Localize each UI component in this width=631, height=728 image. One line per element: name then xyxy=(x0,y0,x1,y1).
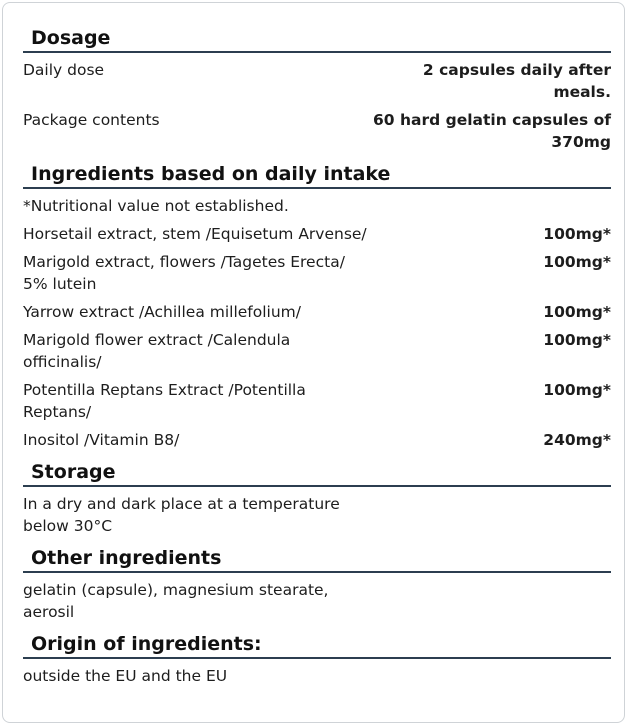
dosage-row xyxy=(23,109,611,153)
ingredient-name: Marigold extract, flowers /Tagetes Erecta/ 5% lutein xyxy=(23,253,345,293)
ingredient-name: Yarrow extract /Achillea millefolium/ xyxy=(23,303,301,321)
ingredient-row xyxy=(23,223,611,245)
ingredient-amount: 240mg* xyxy=(543,431,611,449)
dosage-row xyxy=(23,59,611,103)
ingredients-heading: Ingredients based on daily intake xyxy=(23,159,611,189)
dosage-row-value: 60 hard gelatin capsules of 370mg xyxy=(373,111,611,151)
other-ingredients-text: gelatin (capsule), magnesium stearate, aerosil xyxy=(23,581,329,621)
ingredient-amount: 100mg* xyxy=(543,303,611,321)
ingredient-amount: 100mg* xyxy=(543,331,611,349)
dosage-row-label: Daily dose xyxy=(23,61,105,79)
ingredients-section xyxy=(23,189,611,451)
ingredient-name: Horsetail extract, stem /Equisetum Arvense/ xyxy=(23,225,367,243)
ingredient-row xyxy=(23,379,611,423)
product-info-card xyxy=(2,2,625,723)
other-ingredients-heading: Other ingredients xyxy=(23,543,611,573)
dosage-row-value: 2 capsules daily after meals. xyxy=(422,61,611,101)
ingredient-amount: 100mg* xyxy=(543,253,611,271)
ingredient-amount: 100mg* xyxy=(543,225,611,243)
dosage-section xyxy=(23,53,611,153)
ingredient-row xyxy=(23,429,611,451)
storage-section xyxy=(23,487,611,537)
dosage-heading: Dosage xyxy=(23,23,611,53)
other-ingredients-section xyxy=(23,573,611,623)
ingredient-row xyxy=(23,329,611,373)
ingredient-name: Potentilla Reptans Extract /Potentilla Reptans/ xyxy=(23,381,306,421)
ingredient-row xyxy=(23,251,611,295)
ingredient-name: Marigold flower extract /Calendula officinalis/ xyxy=(23,331,291,371)
ingredient-row xyxy=(23,301,611,323)
storage-heading: Storage xyxy=(23,457,611,487)
origin-text: outside the EU and the EU xyxy=(23,667,228,685)
origin-heading: Origin of ingredients: xyxy=(23,629,611,659)
dosage-row-label: Package contents xyxy=(23,111,160,129)
nutrition-note: *Nutritional value not established. xyxy=(23,197,289,215)
product-info-content xyxy=(23,23,611,693)
ingredient-name: Inositol /Vitamin B8/ xyxy=(23,431,180,449)
origin-section xyxy=(23,659,611,687)
ingredient-amount: 100mg* xyxy=(543,381,611,399)
storage-text: In a dry and dark place at a temperature below 30°C xyxy=(23,495,340,535)
